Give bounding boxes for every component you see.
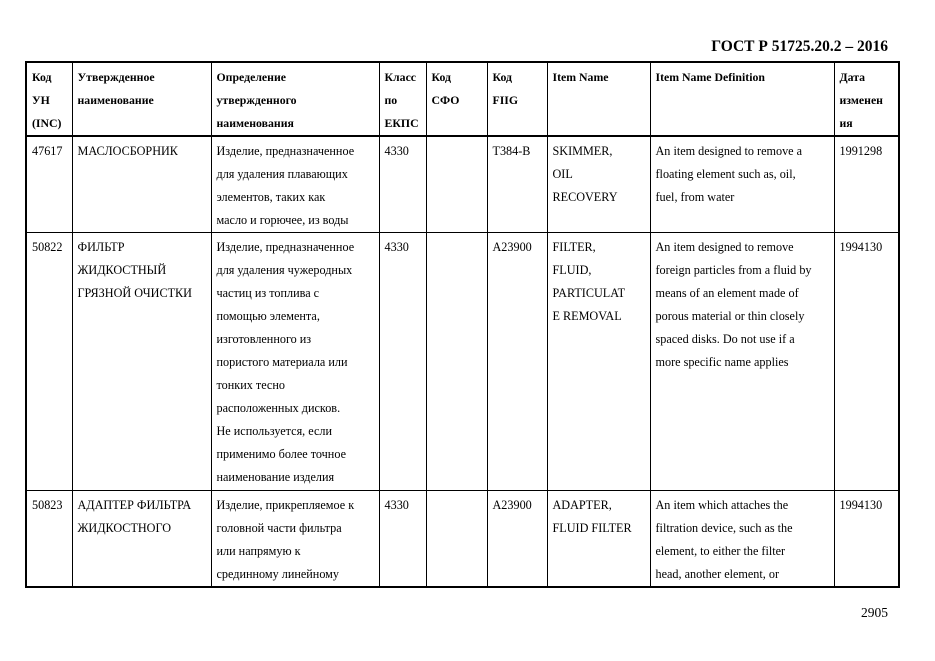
cell-item-definition: An item which attaches the filtration device, such as the element, to either the filter head, another element, or	[650, 491, 834, 588]
cell-definition: Изделие, прикрепляемое к головной части фильтра или напрямую к срединному линейному	[211, 491, 379, 588]
column-header-sfo: Код СФО	[426, 62, 487, 136]
cell-fiig: T384-B	[487, 136, 547, 233]
column-header-item-name: Item Name	[547, 62, 650, 136]
table-header-row	[26, 62, 899, 136]
cell-definition: Изделие, предназначенное для удаления чужеродных частиц из топлива с помощью элемента, изготовленного из пористого материала или тонких тесно расположенных дисков. Не используется, если применимо более точное наименование изделия	[211, 233, 379, 491]
cell-inc: 50823	[26, 491, 72, 588]
cell-class: 4330	[379, 233, 426, 491]
cell-fiig: A23900	[487, 233, 547, 491]
cell-sfo	[426, 233, 487, 491]
cell-item-definition: An item designed to remove a floating element such as, oil, fuel, from water	[650, 136, 834, 233]
column-header-fiig: Код FIIG	[487, 62, 547, 136]
table-row	[26, 136, 899, 233]
document-title: ГОСТ Р 51725.20.2 – 2016	[711, 38, 888, 55]
cell-approved-name: ФИЛЬТР ЖИДКОСТНЫЙ ГРЯЗНОЙ ОЧИСТКИ	[72, 233, 211, 491]
cell-item-name: ADAPTER, FLUID FILTER	[547, 491, 650, 588]
column-header-date: Дата изменен ия	[834, 62, 899, 136]
column-header-item-definition: Item Name Definition	[650, 62, 834, 136]
cell-class: 4330	[379, 491, 426, 588]
page-number: 2905	[861, 605, 888, 620]
cell-item-name: SKIMMER, OIL RECOVERY	[547, 136, 650, 233]
cell-fiig: A23900	[487, 491, 547, 588]
column-header-class: Класс по ЕКПС	[379, 62, 426, 136]
cell-definition: Изделие, предназначенное для удаления плавающих элементов, таких как масло и горючее, из воды	[211, 136, 379, 233]
column-header-approved-name: Утвержденное наименование	[72, 62, 211, 136]
cell-item-name: FILTER, FLUID, PARTICULAT E REMOVAL	[547, 233, 650, 491]
cell-inc: 47617	[26, 136, 72, 233]
cell-date: 1994130	[834, 233, 899, 491]
cell-class: 4330	[379, 136, 426, 233]
cell-approved-name: МАСЛОСБОРНИК	[72, 136, 211, 233]
column-header-inc: Код УН (INC)	[26, 62, 72, 136]
cell-item-definition: An item designed to remove foreign particles from a fluid by means of an element made of porous material or thin closely spaced disks. Do not use if a more specific name applies	[650, 233, 834, 491]
cell-date: 1994130	[834, 491, 899, 588]
cell-inc: 50822	[26, 233, 72, 491]
cell-sfo	[426, 136, 487, 233]
cell-approved-name: АДАПТЕР ФИЛЬТРА ЖИДКОСТНОГО	[72, 491, 211, 588]
table-row	[26, 233, 899, 491]
column-header-definition: Определение утвержденного наименования	[211, 62, 379, 136]
catalog-table	[25, 61, 900, 588]
cell-sfo	[426, 491, 487, 588]
table-row	[26, 491, 899, 588]
cell-date: 1991298	[834, 136, 899, 233]
